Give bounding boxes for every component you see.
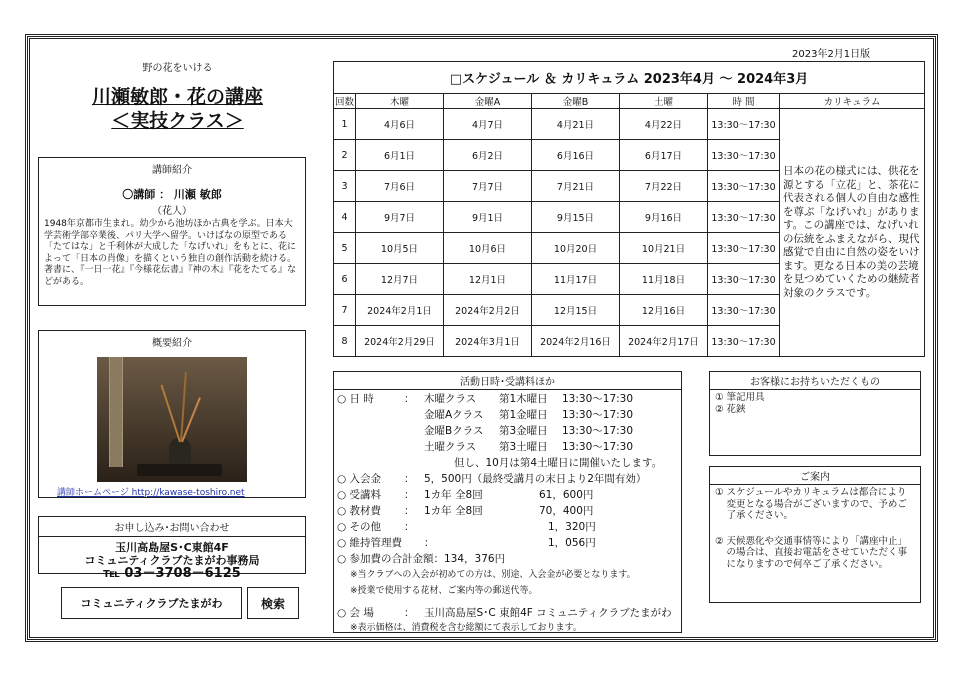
schedule-cell: 10月5日 [356, 233, 444, 264]
class-time: 13:30～17:30 [562, 441, 634, 453]
schedule-cell: 6月16日 [532, 140, 620, 171]
schedule-cell: 12月16日 [620, 295, 708, 326]
search-button[interactable]: 検索 [247, 587, 299, 619]
schedule-cell: 13:30～17:30 [708, 202, 780, 233]
instructor-box [38, 157, 306, 306]
title-line-2: ＜実技クラス＞ [111, 110, 244, 132]
venue-value: 玉川高島屋S･C 東館4F コミュニティクラブたまがわ [424, 607, 672, 619]
schedule-cell: 6 [334, 264, 356, 295]
schedule-row [334, 109, 925, 140]
colon: ： [404, 473, 415, 485]
curriculum-text: 日本の花の様式には、供花を源とする「立花」と、茶花に代表される個人の自由な感性を尊ぶ「なげいれ」があります。この講座では、なげいれの伝統をふまえながら、現代感覚で自由に自然の姿をいけます。更なる日本の美の芸境を見つめていくための継続者対象のクラスです。 [780, 109, 925, 357]
list-text: 花鋏 [726, 403, 746, 415]
list-item [710, 487, 920, 522]
admission-value: 5，500円（最終受講月の末日より2年間有効） [424, 473, 647, 485]
colon: ： [404, 607, 415, 619]
header-cell: 木曜 [356, 94, 444, 109]
instructor-bio: 1948年京都市生まれ。幼少から池坊ほか古典を学ぶ。日本大学芸術学部卒業後、パリ大学へ留学。いけばなの原型である「たてはな」と千利休が大成した「なげいれ」をもとに、花によって「日本の肖像」を描くという独自の創作活動を続ける。著書に、『一日一花』『今様花伝書』『神の木』『花をたてる』などがある。 [44, 219, 297, 287]
schedule-cell: 12月1日 [444, 264, 532, 295]
overview-heading: 概要紹介 [152, 338, 192, 349]
schedule-cell: 10月21日 [620, 233, 708, 264]
schedule-cell: 9月15日 [532, 202, 620, 233]
title-line-1: 川瀬敏郎・花の講座 [91, 86, 263, 108]
schedule-cell: 13:30～17:30 [708, 233, 780, 264]
display-stand-shape [137, 464, 222, 476]
schedule-cell: 9月7日 [356, 202, 444, 233]
schedule-cell: 2024年2月29日 [356, 326, 444, 357]
edition-date: 2023年2月1日版 [792, 49, 871, 60]
flower-tagline: 野の花をいける [142, 63, 213, 74]
list-number: ② [715, 535, 724, 547]
schedule-cell: 2024年2月16日 [532, 326, 620, 357]
tuition-detail: 1カ年 全8回 [424, 489, 483, 501]
schedule-header-row [334, 94, 925, 109]
search-banner [61, 587, 299, 619]
schedule-cell: 4月22日 [620, 109, 708, 140]
maintenance-label: ○ 維持管理費 [337, 537, 402, 549]
schedule-cell: 2024年2月17日 [620, 326, 708, 357]
schedule-cell: 9月1日 [444, 202, 532, 233]
ikebana-photo [97, 357, 247, 482]
class-name: 金曜Bクラス [424, 425, 484, 437]
search-keyword: コミュニティクラブたまがわ [61, 587, 242, 619]
notice-heading: ご案内 [710, 467, 920, 485]
schedule-cell: 11月17日 [532, 264, 620, 295]
total-fee: ○ 参加費の合計金額：134，376円 [337, 553, 506, 565]
schedule-cell: 2024年3月1日 [444, 326, 532, 357]
branch-shape [161, 385, 181, 443]
inquiry-phone: ℡ 03－3708－6125 [103, 566, 241, 581]
inquiry-box [38, 516, 306, 581]
colon: ： [404, 505, 415, 517]
schedule-cell: 4月6日 [356, 109, 444, 140]
schedule-cell: 1 [334, 109, 356, 140]
colon: ： [404, 489, 415, 501]
material-label: ○ 教材費 [337, 505, 381, 517]
schedule-cell: 10月6日 [444, 233, 532, 264]
header-cell: 時 間 [708, 94, 780, 109]
class-name: 木曜クラス [424, 393, 477, 405]
schedule-cell: 7月22日 [620, 171, 708, 202]
homepage-link[interactable]: 講師ホームページ http://kawase-toshiro.net [57, 488, 245, 498]
list-item [710, 536, 920, 571]
october-note: 但し、10月は第4土曜日に開催いたします。 [454, 457, 663, 469]
header-cell: 金曜B [532, 94, 620, 109]
schedule-cell: 7月7日 [444, 171, 532, 202]
tuition-label: ○ 受講料 [337, 489, 381, 501]
date-label: ○ 日 時 [337, 393, 374, 405]
schedule-banner-row [334, 62, 925, 94]
schedule-cell: 7月21日 [532, 171, 620, 202]
schedule-cell: 12月7日 [356, 264, 444, 295]
schedule-cell: 13:30～17:30 [708, 171, 780, 202]
hanging-scroll-shape [109, 357, 123, 467]
other-value: 1，320円 [548, 521, 596, 533]
list-number: ① [715, 487, 724, 498]
schedule-table [333, 61, 925, 357]
schedule-cell: 2 [334, 140, 356, 171]
schedule-cell: 7 [334, 295, 356, 326]
schedule-cell: 7月6日 [356, 171, 444, 202]
schedule-cell: 2024年2月1日 [356, 295, 444, 326]
header-cell: カリキュラム [780, 94, 925, 109]
schedule-cell: 11月18日 [620, 264, 708, 295]
flyer-sheet [27, 36, 936, 640]
class-name: 金曜Aクラス [424, 409, 484, 421]
admission-label: ○ 入会金 [337, 473, 381, 485]
inquiry-heading: お申し込み･お問い合わせ [39, 517, 305, 537]
schedule-cell: 4 [334, 202, 356, 233]
instructor-heading: 講師紹介 [152, 165, 192, 176]
instructor-role: （花人） [152, 206, 192, 217]
class-time: 13:30～17:30 [562, 425, 634, 437]
date-colon: ： [404, 393, 415, 405]
schedule-cell: 3 [334, 171, 356, 202]
list-number: ② [715, 403, 724, 415]
colon: ： [404, 521, 415, 533]
schedule-cell: 6月2日 [444, 140, 532, 171]
admission-note: ※当クラブへの入会が初めての方は、別途、入会金が必要となります。 [350, 570, 636, 580]
header-cell: 金曜A [444, 94, 532, 109]
list-number: ① [715, 392, 724, 403]
activity-box [333, 371, 682, 633]
overview-box [38, 330, 306, 498]
list-text: スケジュールやカリキュラムは都合により変更となる場合がございますので、予めご了承ください。 [726, 487, 907, 521]
bring-items-box [709, 371, 921, 456]
class-day: 第3土曜日 [499, 441, 548, 453]
class-time: 13:30～17:30 [562, 393, 634, 405]
schedule-cell: 10月20日 [532, 233, 620, 264]
schedule-cell: 13:30～17:30 [708, 295, 780, 326]
list-text: 筆記用具 [726, 392, 765, 403]
material-value: 70，400円 [539, 505, 594, 517]
schedule-cell: 6月17日 [620, 140, 708, 171]
class-name: 土曜クラス [424, 441, 477, 453]
material-note: ※授業で使用する花材、ご案内等の郵送代等。 [350, 586, 538, 596]
notice-box [709, 466, 921, 603]
schedule-cell: 8 [334, 326, 356, 357]
class-time: 13:30～17:30 [562, 409, 634, 421]
schedule-cell: 13:30～17:30 [708, 326, 780, 357]
schedule-cell: 9月16日 [620, 202, 708, 233]
maintenance-value: 1，056円 [548, 537, 596, 549]
material-detail: 1カ年 全8回 [424, 505, 483, 517]
bring-heading: お客様にお持ちいただくもの [710, 372, 920, 390]
schedule-cell: 4月21日 [532, 109, 620, 140]
class-day: 第3金曜日 [499, 425, 548, 437]
colon: ： [424, 537, 435, 549]
activity-heading: 活動日時･受講料ほか [334, 372, 681, 390]
inquiry-location: 玉川高島屋S･C東館4F [115, 541, 229, 554]
schedule-cell: 5 [334, 233, 356, 264]
inquiry-office: コミュニティクラブたまがわ事務局 [84, 554, 260, 567]
schedule-cell: 2024年2月2日 [444, 295, 532, 326]
schedule-cell: 6月1日 [356, 140, 444, 171]
tax-note: ※表示価格は、消費税を含む総額にて表示しております。 [350, 623, 582, 633]
page-title [30, 85, 325, 133]
instructor-name: 〇講師 ： 川瀬 敏郎 [122, 188, 222, 201]
inquiry-contact [39, 537, 305, 580]
class-day: 第1木曜日 [499, 393, 548, 405]
list-item [710, 392, 920, 404]
tuition-value: 61，600円 [539, 489, 594, 501]
list-item [710, 404, 920, 416]
list-text: 天候悪化や交通事情等により「講座中止」の場合は、直接お電話をさせていただく事になりますので何卒ご了承ください。 [726, 535, 908, 570]
schedule-cell: 12月15日 [532, 295, 620, 326]
schedule-cell: 13:30～17:30 [708, 264, 780, 295]
header-cell: 回数 [334, 94, 356, 109]
class-day: 第1金曜日 [499, 409, 548, 421]
other-label: ○ その他 [337, 521, 381, 533]
schedule-cell: 13:30～17:30 [708, 109, 780, 140]
venue-label: ○ 会 場 [337, 607, 374, 619]
schedule-banner: □スケジュール ＆ カリキュラム 2023年4月 ～ 2024年3月 [334, 62, 925, 94]
schedule-cell: 13:30～17:30 [708, 140, 780, 171]
header-cell: 土曜 [620, 94, 708, 109]
schedule-cell: 4月7日 [444, 109, 532, 140]
